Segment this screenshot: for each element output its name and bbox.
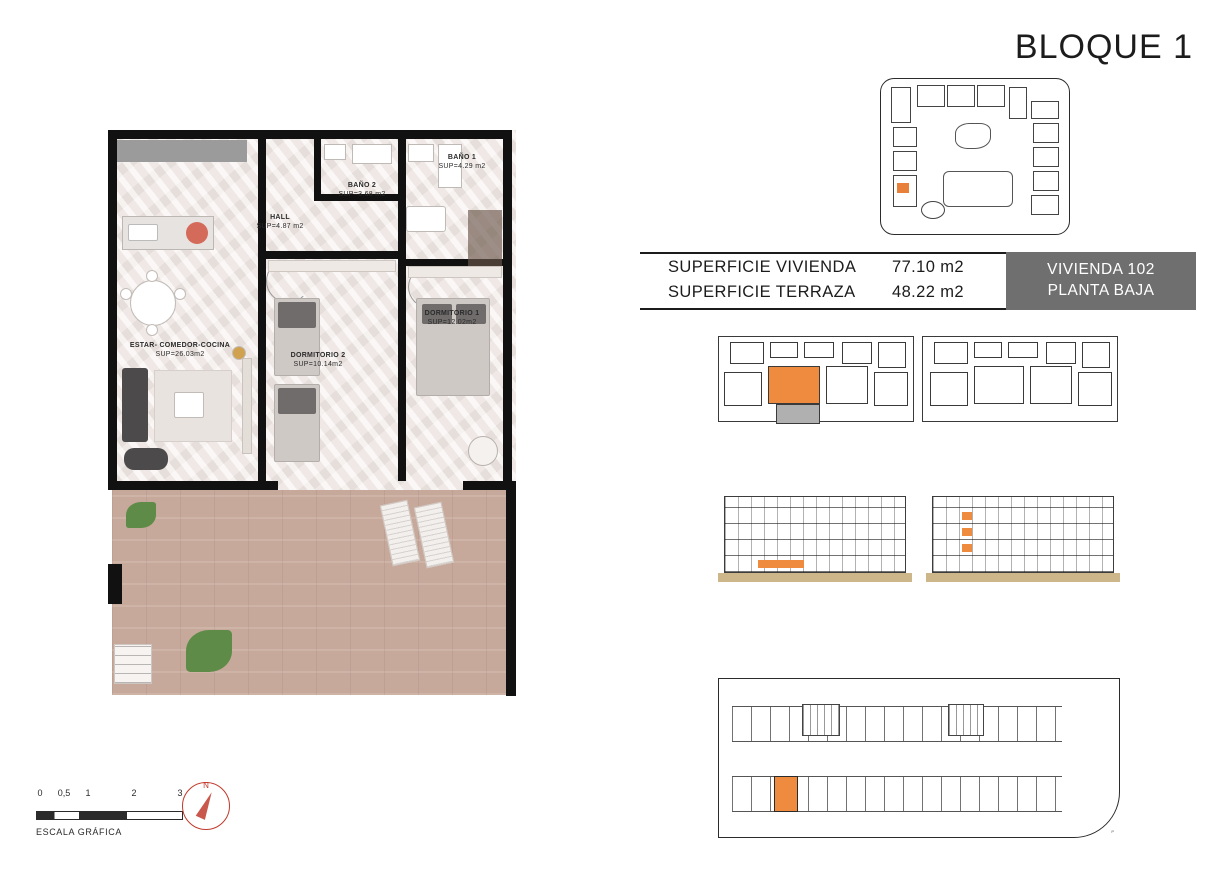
pillow-twin-left bbox=[278, 302, 316, 328]
wall-partition-hall-bottom bbox=[258, 251, 406, 259]
floorkey-unit bbox=[826, 366, 868, 404]
floorkey-unit bbox=[874, 372, 908, 406]
site-block bbox=[1033, 123, 1059, 143]
elevations bbox=[718, 490, 1120, 582]
garage-key-plan bbox=[718, 678, 1120, 838]
surface-terraza-label: SUPERFICIE TERRAZA bbox=[668, 283, 856, 301]
floorkey-unit bbox=[1030, 366, 1072, 404]
floorkey-unit bbox=[1008, 342, 1038, 358]
wall-terrace-right bbox=[506, 481, 516, 696]
elevation-highlight bbox=[962, 512, 972, 520]
site-block bbox=[891, 87, 911, 123]
unit-identifier-badge bbox=[1006, 252, 1196, 310]
wall-interior-bottom-left bbox=[108, 481, 278, 490]
floorkey-unit bbox=[1078, 372, 1112, 406]
floorkey-unit bbox=[724, 372, 762, 406]
site-block bbox=[1031, 195, 1059, 215]
page-title: BLOQUE 1 bbox=[1014, 28, 1193, 66]
north-arrow-icon bbox=[182, 782, 230, 830]
site-block bbox=[1033, 147, 1059, 167]
elevation-facade bbox=[932, 496, 1114, 573]
room-label-dormitorio-1: DORMITORIO 1 SUP=12.02m2 bbox=[424, 310, 480, 326]
elevation-highlight bbox=[962, 544, 972, 552]
bath2-bath bbox=[352, 144, 392, 164]
dining-chair bbox=[146, 324, 158, 336]
site-block bbox=[917, 85, 945, 107]
floorkey-unit bbox=[974, 342, 1002, 358]
floor-plan bbox=[108, 130, 520, 695]
surface-vivienda-value: 77.10 m2 bbox=[892, 258, 964, 276]
plant-terrace-left bbox=[126, 502, 156, 528]
wall-partition-bedroom2-left bbox=[258, 259, 266, 481]
dining-chair bbox=[120, 288, 132, 300]
floorkey-unit bbox=[930, 372, 968, 406]
table-row bbox=[640, 283, 1006, 308]
wall-terrace-left bbox=[108, 564, 122, 604]
elevation-facade bbox=[724, 496, 906, 573]
facade-band-kitchen bbox=[117, 140, 247, 162]
compass-needle-icon bbox=[196, 790, 217, 820]
dining-chair bbox=[146, 270, 158, 282]
surface-terraza-value: 48.22 m2 bbox=[892, 283, 964, 301]
bath2-sink bbox=[324, 144, 346, 160]
room-label-bano-1: BAÑO 1 SUP=4.29 m2 bbox=[438, 154, 486, 170]
garage-corner-label: P bbox=[1111, 829, 1114, 834]
site-feature bbox=[921, 201, 945, 219]
garage-outline bbox=[718, 678, 1120, 838]
surface-values bbox=[640, 252, 1006, 310]
site-key-plan bbox=[880, 78, 1070, 235]
sideboard bbox=[242, 358, 252, 454]
elevation-ground bbox=[926, 573, 1120, 582]
elevation-left bbox=[718, 490, 912, 582]
plant-terrace-bottom bbox=[186, 630, 232, 672]
floorkey-highlight-unit bbox=[768, 366, 820, 404]
bath1-wc bbox=[406, 206, 446, 232]
wall-exterior-top bbox=[108, 130, 512, 139]
elevation-highlight bbox=[962, 528, 972, 536]
garage-core-left bbox=[802, 704, 840, 736]
washing-machine bbox=[468, 436, 498, 466]
site-block bbox=[1033, 171, 1059, 191]
cooktop-icon bbox=[186, 222, 208, 244]
sofa bbox=[122, 368, 148, 442]
floorkey-terrace-unit bbox=[776, 404, 820, 424]
site-block bbox=[977, 85, 1005, 107]
wall-partition-bedroom1-left bbox=[398, 259, 406, 481]
floorkey-unit bbox=[842, 342, 872, 364]
unit-name: VIVIENDA 102 bbox=[1047, 261, 1155, 279]
coffee-table bbox=[174, 392, 204, 418]
site-pool bbox=[955, 123, 991, 149]
site-block bbox=[893, 151, 917, 171]
floorkey-unit bbox=[1046, 342, 1076, 364]
wall-exterior-right bbox=[503, 130, 512, 490]
scale-bar bbox=[36, 811, 183, 820]
scale-caption: ESCALA GRÁFICA bbox=[36, 827, 122, 837]
dining-chair bbox=[174, 288, 186, 300]
wardrobe-bedroom2 bbox=[268, 260, 396, 272]
wardrobe-bedroom1 bbox=[408, 266, 502, 278]
elevation-ground bbox=[718, 573, 912, 582]
elevation-highlight bbox=[758, 560, 804, 568]
room-label-bano-2: BAÑO 2 SUP=3.68 m2 bbox=[338, 182, 386, 198]
armchair bbox=[124, 448, 168, 470]
garage-highlight-space bbox=[774, 776, 798, 812]
floorkey-unit bbox=[974, 366, 1024, 404]
site-block bbox=[1009, 87, 1027, 119]
floorkey-unit bbox=[730, 342, 764, 364]
floorkey-unit bbox=[934, 342, 968, 364]
site-block bbox=[1031, 101, 1059, 119]
surface-info-table bbox=[640, 252, 1196, 310]
wall-exterior-left bbox=[108, 130, 117, 490]
site-pool-main bbox=[943, 171, 1013, 207]
garage-bay-row-top bbox=[732, 706, 1062, 742]
unit-floor: PLANTA BAJA bbox=[1047, 282, 1155, 299]
pillow-twin-right bbox=[278, 388, 316, 414]
dining-table bbox=[130, 280, 176, 326]
kitchen-sink bbox=[128, 224, 158, 241]
wall-partition-baths bbox=[314, 139, 321, 201]
wall-partition-hall-left bbox=[258, 139, 266, 259]
room-label-dormitorio-2: DORMITORIO 2 SUP=10.14m2 bbox=[290, 352, 346, 368]
garage-core-right bbox=[948, 704, 984, 736]
floor-key-plan bbox=[718, 332, 1120, 442]
terrace-steps bbox=[114, 644, 152, 684]
room-label-hall: HALL SUP=4.87 m2 bbox=[256, 214, 304, 230]
table-row bbox=[640, 258, 1006, 283]
wall-interior-bottom-right bbox=[463, 481, 512, 490]
site-highlight bbox=[897, 183, 909, 193]
floorkey-unit bbox=[804, 342, 834, 358]
site-block bbox=[947, 85, 975, 107]
elevation-right bbox=[926, 490, 1120, 582]
scale-tick-labels: 0 0,5 1 2 3 bbox=[37, 788, 183, 798]
floorkey-unit bbox=[770, 342, 798, 358]
room-label-estar-comedor-cocina: ESTAR- COMEDOR-COCINA SUP=26.03m2 bbox=[129, 342, 231, 358]
site-block bbox=[893, 127, 917, 147]
surface-vivienda-label: SUPERFICIE VIVIENDA bbox=[668, 258, 857, 276]
closet-bedroom1 bbox=[468, 210, 502, 270]
north-label: N bbox=[203, 781, 209, 790]
floorkey-unit bbox=[878, 342, 906, 368]
floorkey-unit bbox=[1082, 342, 1110, 368]
